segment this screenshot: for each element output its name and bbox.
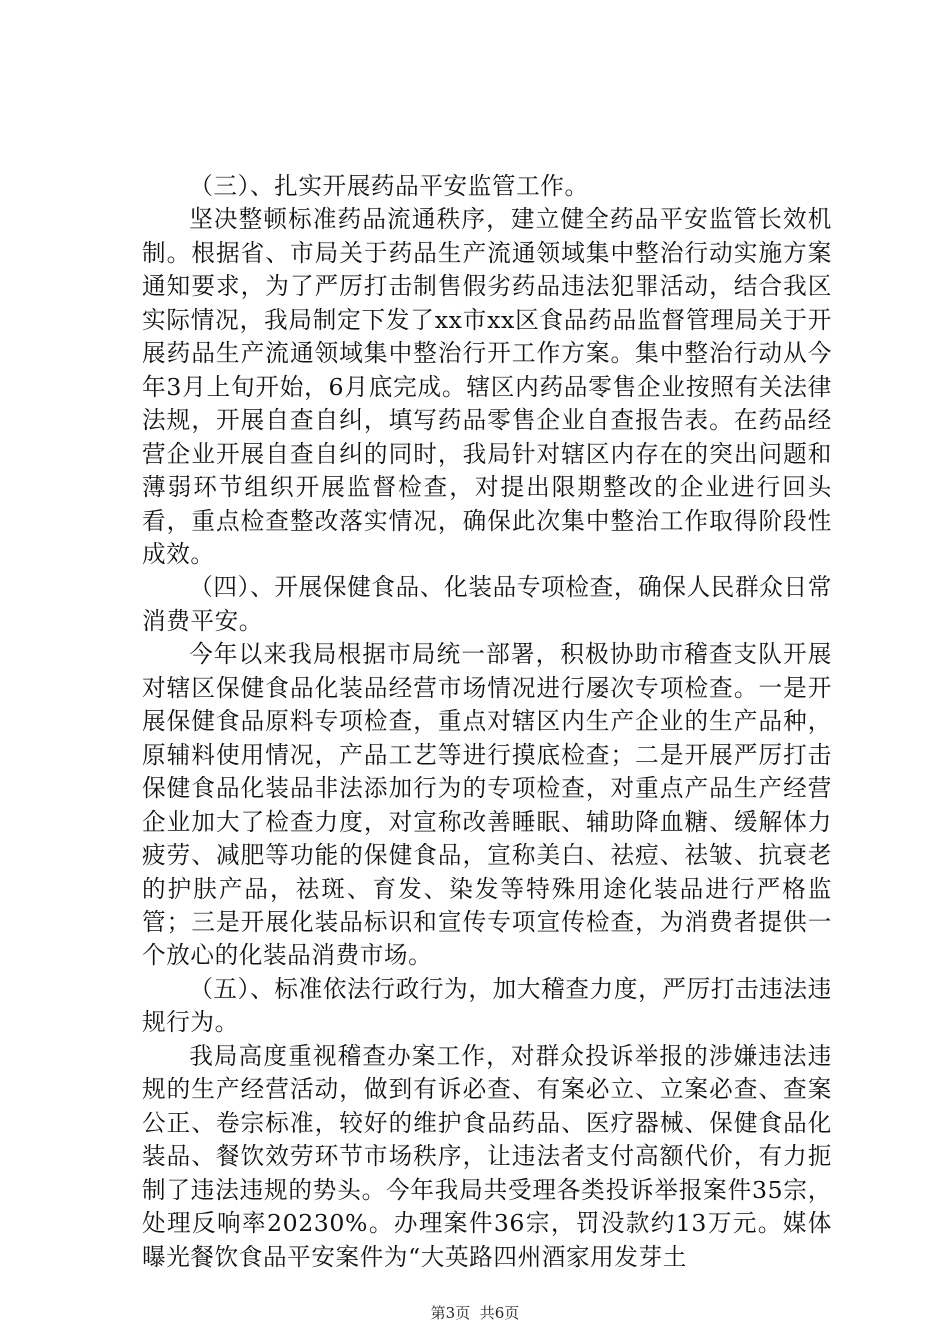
body-paragraph: 我局高度重视稽查办案工作，对群众投诉举报的涉嫌违法违规的生产经营活动，做到有诉必查、有案必立、立案必查、查案公正、卷宗标准，较好的维护食品药品、医疗器械、保健食品化装品、餐饮效劳环节市场秩序，让违法者支付高额代价，有力扼制了违法违规的势头。今年我局共受理各类投诉举报案件35宗，处理反响率20230%。办理案件36宗，罚没款约13万元。媒体曝光餐饮食品平安案件为“大英路四州酒家用发芽土: [142, 1041, 832, 1271]
footer-separator: [470, 1304, 480, 1322]
document-body: [142, 170, 832, 1274]
section-heading-4: （四）、开展保健食品、化装品专项检查，确保人民群众日常消费平安。: [142, 573, 832, 635]
page-number: 第3页: [430, 1304, 471, 1322]
section-heading-3: （三）、扎实开展药品平安监管工作。: [189, 172, 589, 200]
body-paragraph: 今年以来我局根据市局统一部署，积极协助市稽查支队开展对辖区保健食品化装品经营市场情况进行屡次专项检查。一是开展保健食品原料专项检查，重点对辖区内生产企业的生产品种，原辅料使用情况，产品工艺等进行摸底检查；二是开展严厉打击保健食品化装品非法添加行为的专项检查，对重点产品生产经营企业加大了检查力度，对宣称改善睡眠、辅助降血糖、缓解体力疲劳、减肥等功能的保健食品，宣称美白、祛痘、祛皱、抗衰老的护肤产品，祛斑、育发、染发等特殊用途化装品进行严格监管；三是开展化装品标识和宣传专项宣传检查，为消费者提供一个放心的化装品消费市场。: [142, 640, 832, 970]
page-total: 共6页: [479, 1304, 520, 1322]
page-footer: [0, 1303, 950, 1323]
section-heading-5: （五）、标准依法行政行为，加大稽查力度，严厉打击违法违规行为。: [142, 974, 832, 1037]
body-paragraph: 坚决整顿标准药品流通秩序，建立健全药品平安监管长效机制。根据省、市局关于药品生产流通领域集中整治行动实施方案通知要求，为了严厉打击制售假劣药品违法犯罪活动，结合我区实际情况，我局制定下发了xx市xx区食品药品监督管理局关于开展药品生产流通领域集中整治行开工作方案。集中整治行动从今年3月上旬开始，6月底完成。辖区内药品零售企业按照有关法律法规，开展自查自纠，填写药品零售企业自查报告表。在药品经营企业开展自查自纠的同时，我局针对辖区内存在的突出问题和薄弱环节组织开展监督检查，对提出限期整改的企业进行回头看，重点检查整改落实情况，确保此次集中整治工作取得阶段性成效。: [142, 205, 832, 568]
